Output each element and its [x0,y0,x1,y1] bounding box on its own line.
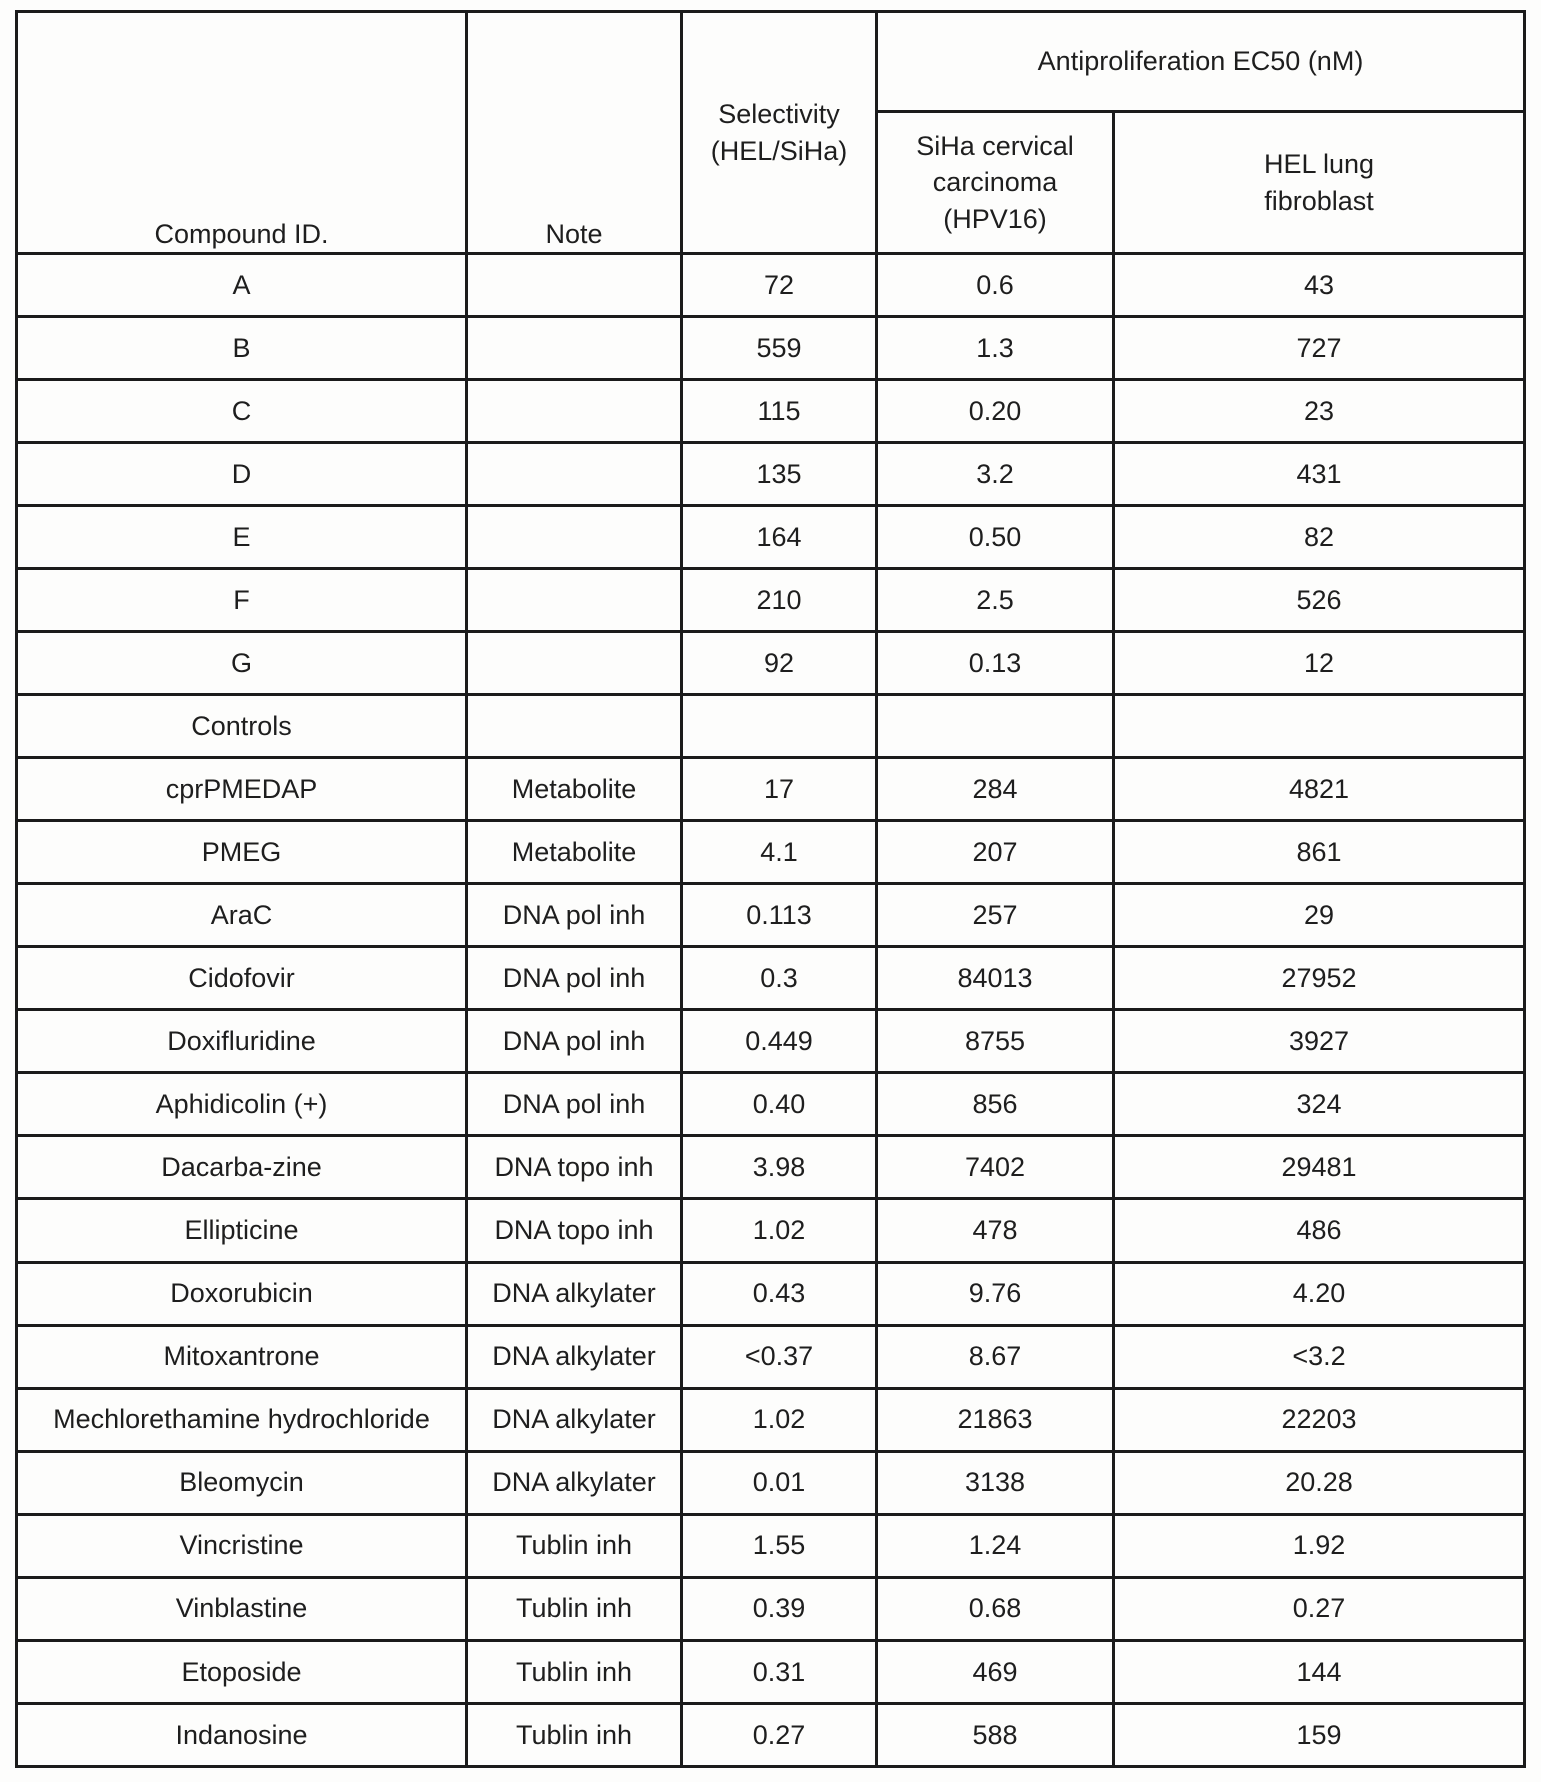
cell-siha: 1.3 [877,317,1114,380]
cell-compound: Etoposide [17,1640,467,1703]
cell-selectivity: 0.3 [682,947,877,1010]
cell-note: DNA pol inh [467,1010,682,1073]
cell-hel: 727 [1114,317,1525,380]
cell-hel: 43 [1114,254,1525,317]
table-header [17,12,1525,254]
cell-hel: <3.2 [1114,1325,1525,1388]
cell-selectivity: 0.31 [682,1640,877,1703]
cell-siha: 257 [877,884,1114,947]
table-row [17,443,1525,506]
table-row [17,506,1525,569]
cell-note: DNA pol inh [467,884,682,947]
cell-note: Tublin inh [467,1514,682,1577]
table-row [17,1010,1525,1073]
cell-compound: Doxifluridine [17,1010,467,1073]
table-row [17,947,1525,1010]
table-body [17,254,1525,1767]
cell-compound: Vincristine [17,1514,467,1577]
table-row [17,1136,1525,1199]
cell-note [467,443,682,506]
cell-selectivity: 72 [682,254,877,317]
cell-selectivity: 0.40 [682,1073,877,1136]
table-row [17,254,1525,317]
cell-hel: 29481 [1114,1136,1525,1199]
cell-selectivity: 115 [682,380,877,443]
cell-siha: 0.13 [877,632,1114,695]
cell-compound: Dacarba-zine [17,1136,467,1199]
table-row [17,1577,1525,1640]
cell-siha: 588 [877,1703,1114,1766]
cell-siha: 207 [877,821,1114,884]
cell-hel: 4.20 [1114,1262,1525,1325]
cell-selectivity: 0.39 [682,1577,877,1640]
cell-note [467,632,682,695]
cell-selectivity: 0.449 [682,1010,877,1073]
cell-hel: 4821 [1114,758,1525,821]
cell-siha: 3.2 [877,443,1114,506]
header-row-top [17,12,1525,112]
cell-hel: 159 [1114,1703,1525,1766]
table-row [17,695,1525,758]
cell-compound: Doxorubicin [17,1262,467,1325]
table-row [17,1388,1525,1451]
cell-note [467,506,682,569]
cell-note [467,569,682,632]
cell-siha: 3138 [877,1451,1114,1514]
cell-selectivity [682,695,877,758]
cell-hel: 22203 [1114,1388,1525,1451]
cell-selectivity: 135 [682,443,877,506]
cell-selectivity: 1.55 [682,1514,877,1577]
header-hel-lung-fibroblast: HEL lung fibroblast [1114,112,1525,254]
table-row [17,1073,1525,1136]
cell-selectivity: 4.1 [682,821,877,884]
header-selectivity: Selectivity (HEL/SiHa) [682,12,877,254]
cell-siha: 7402 [877,1136,1114,1199]
cell-compound: Aphidicolin (+) [17,1073,467,1136]
cell-siha: 2.5 [877,569,1114,632]
table-row [17,758,1525,821]
header-compound-id: Compound ID. [17,12,467,254]
cell-selectivity: 1.02 [682,1199,877,1262]
cell-hel: 0.27 [1114,1577,1525,1640]
cell-hel: 20.28 [1114,1451,1525,1514]
cell-selectivity: 0.113 [682,884,877,947]
cell-note: Metabolite [467,821,682,884]
table-row [17,1703,1525,1766]
table-row [17,884,1525,947]
cell-hel: 861 [1114,821,1525,884]
cell-note: DNA pol inh [467,1073,682,1136]
table-row [17,317,1525,380]
cell-compound: cprPMEDAP [17,758,467,821]
table-row [17,1451,1525,1514]
cell-compound: Ellipticine [17,1199,467,1262]
cell-siha: 284 [877,758,1114,821]
cell-note: DNA pol inh [467,947,682,1010]
cell-compound: Cidofovir [17,947,467,1010]
cell-compound: Vinblastine [17,1577,467,1640]
cell-note: Tublin inh [467,1640,682,1703]
cell-hel: 431 [1114,443,1525,506]
cell-hel: 82 [1114,506,1525,569]
results-table [15,10,1526,1768]
cell-note: DNA alkylater [467,1388,682,1451]
cell-selectivity: 0.27 [682,1703,877,1766]
cell-siha: 84013 [877,947,1114,1010]
cell-note: DNA alkylater [467,1262,682,1325]
cell-hel: 526 [1114,569,1525,632]
cell-siha: 0.6 [877,254,1114,317]
cell-hel: 27952 [1114,947,1525,1010]
cell-compound: AraC [17,884,467,947]
table-row [17,1325,1525,1388]
header-siha-cervical-carcinoma: SiHa cervical carcinoma (HPV16) [877,112,1114,254]
cell-compound: Bleomycin [17,1451,467,1514]
cell-siha: 856 [877,1073,1114,1136]
cell-compound: PMEG [17,821,467,884]
cell-selectivity: 559 [682,317,877,380]
cell-selectivity: <0.37 [682,1325,877,1388]
cell-note: Tublin inh [467,1703,682,1766]
cell-selectivity: 1.02 [682,1388,877,1451]
cell-hel [1114,695,1525,758]
cell-note: Metabolite [467,758,682,821]
cell-compound: G [17,632,467,695]
cell-hel: 1.92 [1114,1514,1525,1577]
cell-compound: B [17,317,467,380]
cell-note: DNA alkylater [467,1451,682,1514]
cell-siha: 9.76 [877,1262,1114,1325]
table-row [17,1199,1525,1262]
cell-hel: 486 [1114,1199,1525,1262]
cell-note: DNA alkylater [467,1325,682,1388]
header-note: Note [467,12,682,254]
cell-selectivity: 0.01 [682,1451,877,1514]
cell-siha: 0.68 [877,1577,1114,1640]
cell-siha: 469 [877,1640,1114,1703]
cell-compound: Controls [17,695,467,758]
cell-siha: 0.50 [877,506,1114,569]
cell-note [467,317,682,380]
cell-compound: D [17,443,467,506]
cell-hel: 29 [1114,884,1525,947]
cell-selectivity: 92 [682,632,877,695]
cell-siha: 1.24 [877,1514,1114,1577]
header-antiproliferation-group: Antiproliferation EC50 (nM) [877,12,1525,112]
cell-siha: 478 [877,1199,1114,1262]
cell-compound: Mitoxantrone [17,1325,467,1388]
cell-compound: C [17,380,467,443]
cell-selectivity: 210 [682,569,877,632]
table-row [17,380,1525,443]
cell-compound: Mechlorethamine hydrochloride [17,1388,467,1451]
cell-hel: 3927 [1114,1010,1525,1073]
table-row [17,1640,1525,1703]
cell-selectivity: 0.43 [682,1262,877,1325]
cell-siha: 8.67 [877,1325,1114,1388]
cell-hel: 324 [1114,1073,1525,1136]
cell-note: DNA topo inh [467,1136,682,1199]
cell-hel: 23 [1114,380,1525,443]
table-row [17,821,1525,884]
cell-hel: 144 [1114,1640,1525,1703]
table-row [17,1262,1525,1325]
cell-note: Tublin inh [467,1577,682,1640]
cell-selectivity: 164 [682,506,877,569]
cell-siha: 8755 [877,1010,1114,1073]
cell-hel: 12 [1114,632,1525,695]
cell-note: DNA topo inh [467,1199,682,1262]
table-row [17,1514,1525,1577]
cell-siha: 21863 [877,1388,1114,1451]
cell-selectivity: 3.98 [682,1136,877,1199]
cell-compound: E [17,506,467,569]
cell-selectivity: 17 [682,758,877,821]
cell-siha: 0.20 [877,380,1114,443]
cell-compound: Indanosine [17,1703,467,1766]
cell-compound: F [17,569,467,632]
cell-note [467,695,682,758]
cell-note [467,254,682,317]
cell-compound: A [17,254,467,317]
table-row [17,632,1525,695]
cell-siha [877,695,1114,758]
table-row [17,569,1525,632]
cell-note [467,380,682,443]
